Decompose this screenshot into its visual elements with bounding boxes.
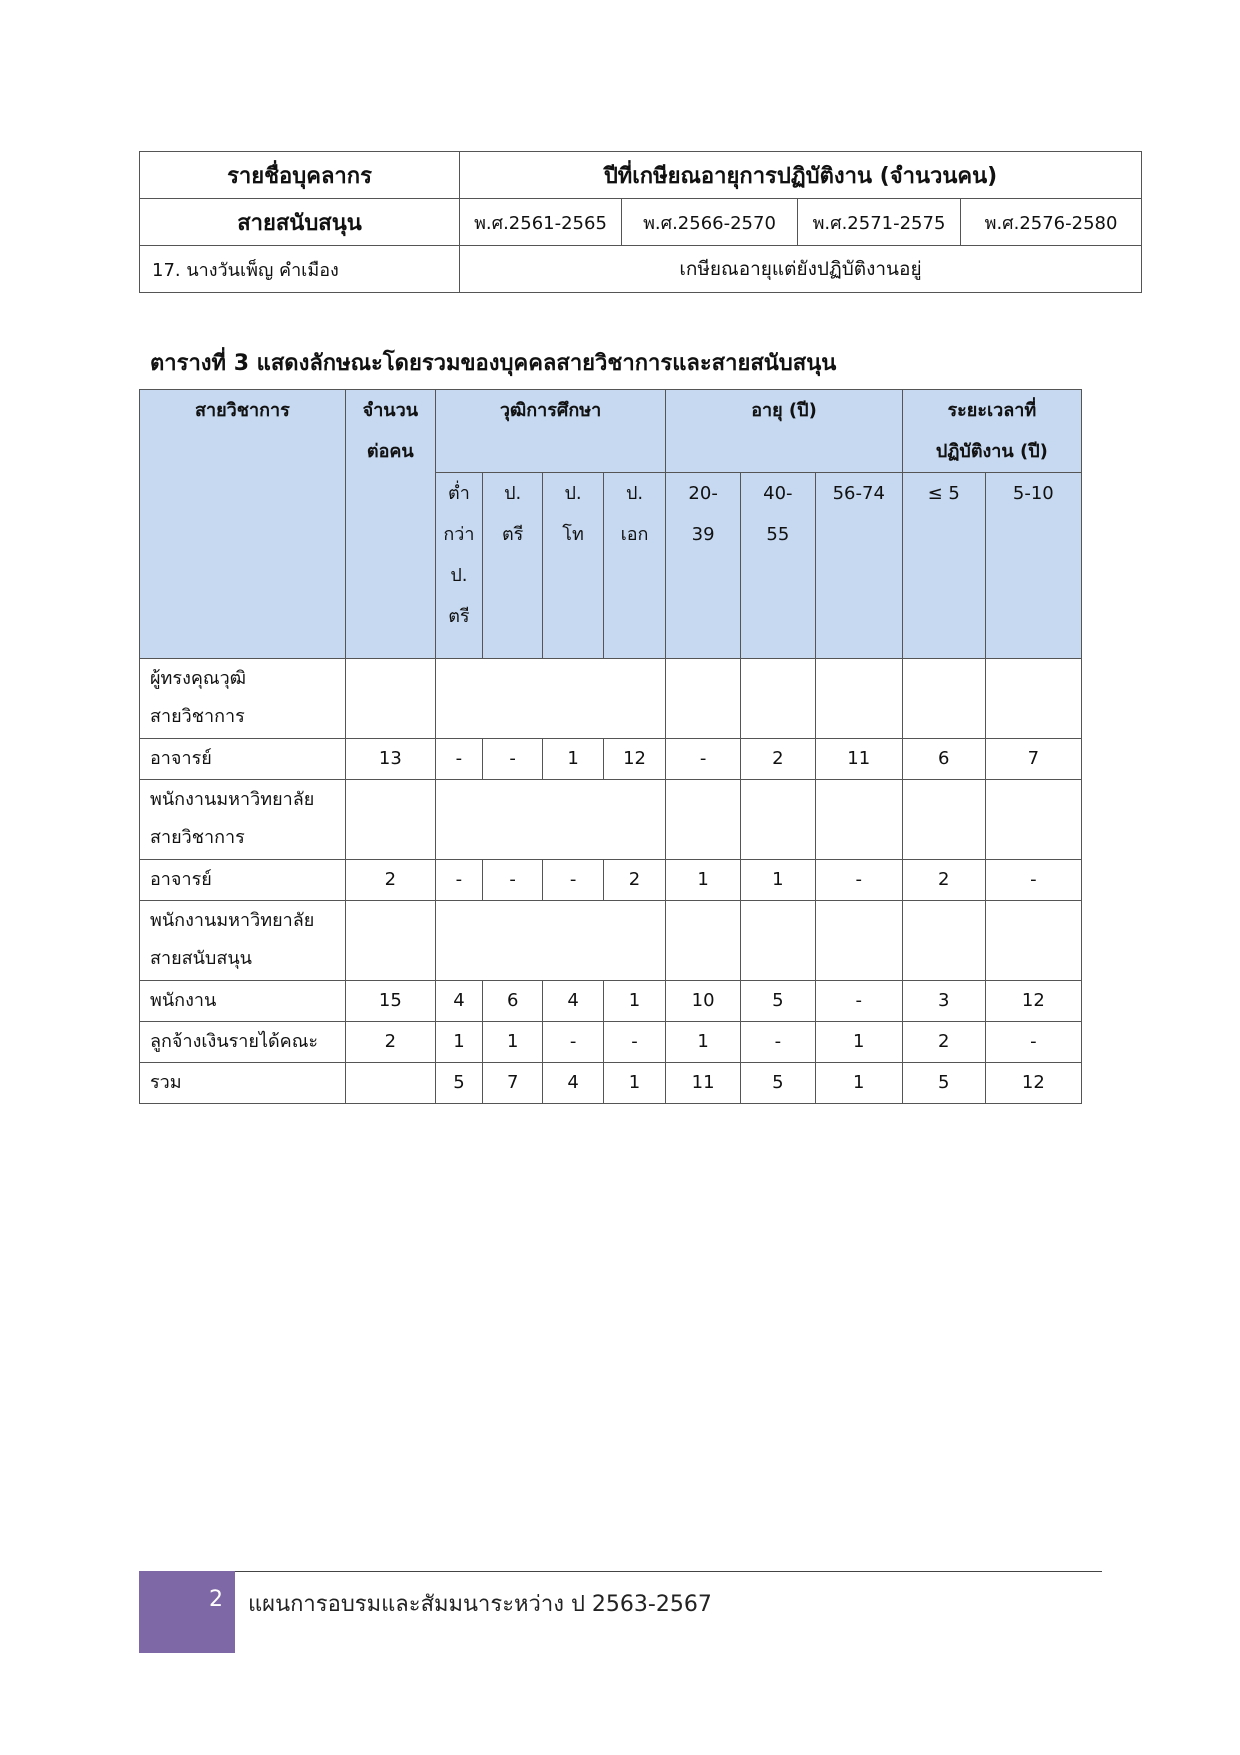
section-title-line: ผู้ทรงคุณวุฒิ xyxy=(150,668,246,689)
page-number-badge xyxy=(139,1571,235,1653)
section-row xyxy=(140,780,1082,860)
subheader-line: ป. xyxy=(450,565,468,586)
row-label: พนักงาน xyxy=(140,981,346,1022)
subheader-line: 20- xyxy=(688,483,718,504)
header-name-line1: รายชื่อบุคลากร xyxy=(140,152,460,199)
data-cell: - xyxy=(666,739,741,780)
subheader-line: ป. xyxy=(504,483,522,504)
data-cell: 1 xyxy=(603,1063,665,1104)
data-cell: 5 xyxy=(741,981,816,1022)
subheader-line: ตรี xyxy=(448,606,470,627)
retirement-note: เกษียณอายุแต่ยังปฏิบัติงานอยู่ xyxy=(460,246,1142,293)
data-cell: 1 xyxy=(741,860,816,901)
data-cell xyxy=(345,1063,435,1104)
empty-cell xyxy=(741,780,816,860)
empty-cell xyxy=(666,901,741,981)
table-body xyxy=(140,659,1082,1104)
empty-cell xyxy=(985,659,1081,739)
data-cell: - xyxy=(985,1022,1081,1063)
header-tenure xyxy=(902,390,1081,473)
table-row xyxy=(140,739,1082,780)
empty-cell xyxy=(666,780,741,860)
data-cell: 12 xyxy=(985,1063,1081,1104)
row-label: รวม xyxy=(140,1063,346,1104)
subheader-line: 55 xyxy=(766,524,790,545)
empty-cell xyxy=(741,901,816,981)
section-title-line: สายวิชาการ xyxy=(150,706,245,727)
empty-cell xyxy=(345,659,435,739)
staff-name: 17. นางวันเพ็ญ คำเมือง xyxy=(140,246,460,293)
data-cell: - xyxy=(543,860,603,901)
row-label: อาจารย์ xyxy=(140,739,346,780)
data-cell: - xyxy=(741,1022,816,1063)
empty-cell xyxy=(902,780,985,860)
empty-cell xyxy=(815,780,902,860)
header-retirement-years: ปีที่เกษียณอายุการปฏิบัติงาน (จำนวนคน) xyxy=(460,152,1142,199)
data-cell: 1 xyxy=(815,1063,902,1104)
table3-caption: ตารางที่ 3 แสดงลักษณะโดยรวมของบุคคลสายวิชาการและสายสนับสนุน xyxy=(150,351,837,376)
data-cell: 5 xyxy=(435,1063,482,1104)
footer-divider xyxy=(234,1571,1102,1572)
data-cell: 6 xyxy=(902,739,985,780)
data-cell: 1 xyxy=(435,1022,482,1063)
data-cell: 1 xyxy=(666,860,741,901)
empty-cell xyxy=(435,780,665,860)
subheader-line: ป. xyxy=(625,483,644,504)
page-number: 2 xyxy=(209,1587,223,1612)
empty-cell xyxy=(345,780,435,860)
personnel-summary-table xyxy=(139,389,1082,1104)
subheader-line: ตรี xyxy=(501,524,524,545)
subheader-line: 40- xyxy=(763,483,793,504)
empty-cell xyxy=(985,901,1081,981)
subheader-cell xyxy=(815,473,902,659)
subheader-cell xyxy=(543,473,603,659)
table-row xyxy=(140,1022,1082,1063)
data-cell: 15 xyxy=(345,981,435,1022)
empty-cell xyxy=(815,901,902,981)
empty-cell xyxy=(435,659,665,739)
table-row xyxy=(140,981,1082,1022)
empty-cell xyxy=(815,659,902,739)
empty-cell xyxy=(985,780,1081,860)
data-cell: 3 xyxy=(902,981,985,1022)
data-cell: - xyxy=(815,981,902,1022)
section-title xyxy=(140,780,346,860)
data-cell: 4 xyxy=(543,981,603,1022)
table-row xyxy=(140,860,1082,901)
empty-cell xyxy=(902,901,985,981)
subheader-line: ป. xyxy=(564,483,582,504)
footer-title: แผนการอบรมและสัมมนาระหว่าง ป 2563-2567 xyxy=(248,1592,712,1617)
subheader-cell xyxy=(482,473,542,659)
data-cell: - xyxy=(482,739,542,780)
year-range: พ.ศ.2576-2580 xyxy=(961,199,1142,246)
row-label: ลูกจ้างเงินรายได้คณะ xyxy=(140,1022,346,1063)
data-cell: - xyxy=(543,1022,603,1063)
data-cell: - xyxy=(815,860,902,901)
data-cell: - xyxy=(435,739,482,780)
section-title-line: สายวิชาการ xyxy=(150,827,245,848)
subheader-line: กว่า xyxy=(443,524,475,545)
data-cell: 7 xyxy=(482,1063,542,1104)
empty-cell xyxy=(666,659,741,739)
section-title-line: พนักงานมหาวิทยาลัย xyxy=(150,910,315,931)
data-cell: 4 xyxy=(543,1063,603,1104)
data-cell: 5 xyxy=(741,1063,816,1104)
subheader-cell xyxy=(435,473,482,659)
data-cell: - xyxy=(435,860,482,901)
year-range: พ.ศ.2566-2570 xyxy=(622,199,798,246)
header-education: วุฒิการศึกษา xyxy=(435,390,665,473)
row-label: อาจารย์ xyxy=(140,860,346,901)
header-tenure-line2: ปฏิบัติงาน (ปี) xyxy=(935,441,1048,462)
data-cell: 1 xyxy=(666,1022,741,1063)
data-cell: 13 xyxy=(345,739,435,780)
data-cell: 1 xyxy=(815,1022,902,1063)
section-row xyxy=(140,659,1082,739)
table-row xyxy=(140,1063,1082,1104)
empty-cell xyxy=(902,659,985,739)
subheader-line: 56-74 xyxy=(832,483,885,504)
header-count-line1: จำนวน xyxy=(362,400,419,421)
retirement-table xyxy=(139,151,1142,293)
subheader-line: ต่ำ xyxy=(448,483,470,504)
data-cell: 2 xyxy=(603,860,665,901)
data-cell: 2 xyxy=(345,860,435,901)
header-age: อายุ (ปี) xyxy=(666,390,903,473)
subheader-cell xyxy=(902,473,985,659)
section-title xyxy=(140,901,346,981)
subheader-cell xyxy=(603,473,665,659)
header-count-line2: ต่อคน xyxy=(366,441,414,462)
data-cell: 2 xyxy=(741,739,816,780)
data-cell: 2 xyxy=(902,860,985,901)
header-tenure-line1: ระยะเวลาที่ xyxy=(947,400,1037,421)
data-cell: 1 xyxy=(482,1022,542,1063)
empty-cell xyxy=(345,901,435,981)
empty-cell xyxy=(435,901,665,981)
year-range: พ.ศ.2561-2565 xyxy=(460,199,622,246)
data-cell: 11 xyxy=(815,739,902,780)
subheader-line: 5-10 xyxy=(1012,483,1054,504)
subheader-cell xyxy=(985,473,1081,659)
subheader-line: 39 xyxy=(691,524,715,545)
data-cell: 7 xyxy=(985,739,1081,780)
subheader-line: โท xyxy=(562,524,584,545)
subheader-cell xyxy=(741,473,816,659)
subheader-line: เอก xyxy=(620,524,649,545)
data-cell: 11 xyxy=(666,1063,741,1104)
data-cell: 5 xyxy=(902,1063,985,1104)
section-title-line: พนักงานมหาวิทยาลัย xyxy=(150,789,315,810)
data-cell: 1 xyxy=(543,739,603,780)
empty-cell xyxy=(741,659,816,739)
section-title-line: สายสนับสนุน xyxy=(150,948,252,969)
data-cell: 6 xyxy=(482,981,542,1022)
subheader-cell xyxy=(666,473,741,659)
data-cell: - xyxy=(985,860,1081,901)
data-cell: 4 xyxy=(435,981,482,1022)
data-cell: - xyxy=(603,1022,665,1063)
header-count xyxy=(345,390,435,659)
data-cell: 1 xyxy=(603,981,665,1022)
header-category: สายวิชาการ xyxy=(140,390,346,659)
section-title xyxy=(140,659,346,739)
data-cell: 12 xyxy=(603,739,665,780)
data-cell: 10 xyxy=(666,981,741,1022)
data-cell: - xyxy=(482,860,542,901)
year-range: พ.ศ.2571-2575 xyxy=(798,199,961,246)
data-cell: 12 xyxy=(985,981,1081,1022)
subheader-line: ≤ 5 xyxy=(927,483,960,504)
data-cell: 2 xyxy=(345,1022,435,1063)
header-name-line2: สายสนับสนุน xyxy=(140,199,460,246)
section-row xyxy=(140,901,1082,981)
data-cell: 2 xyxy=(902,1022,985,1063)
